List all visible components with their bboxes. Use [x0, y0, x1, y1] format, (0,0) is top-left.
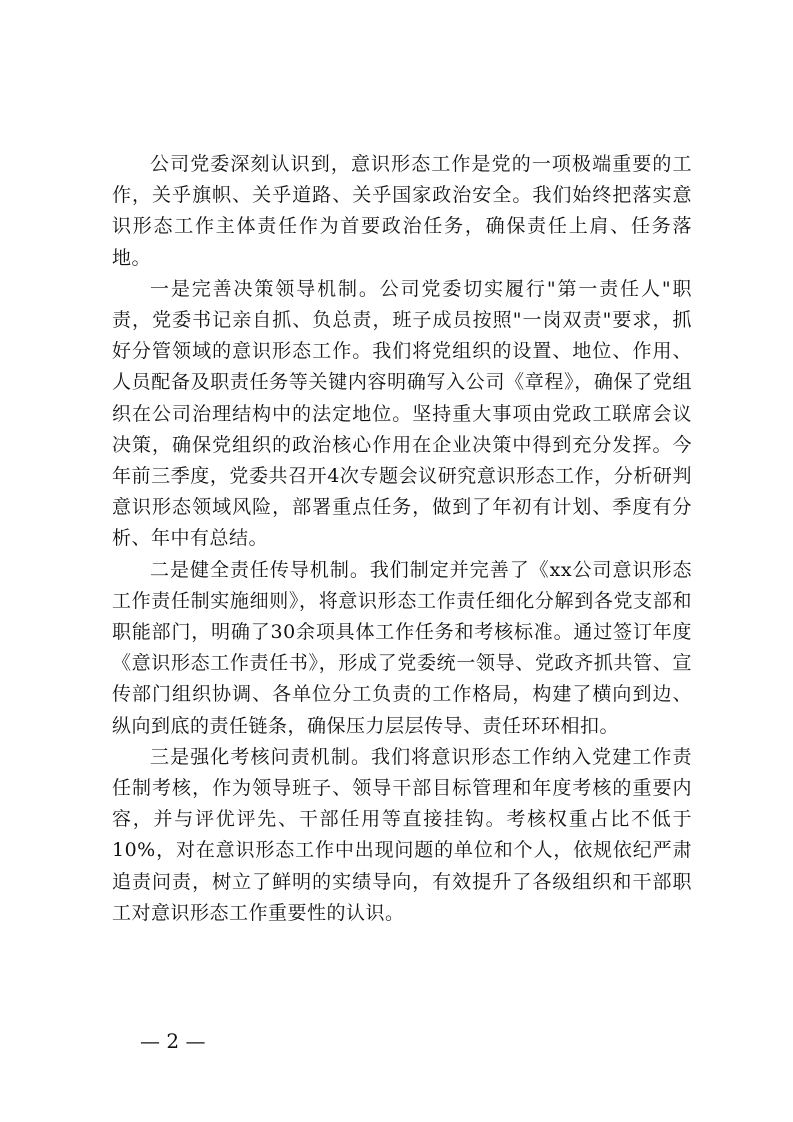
document-body [112, 149, 692, 929]
paragraph-intro: 公司党委深刻认识到，意识形态工作是党的一项极端重要的工作，关乎旗帜、关乎道路、关乎国家政治安全。我们始终把落实意识形态工作主体责任作为首要政治任务，确保责任上肩、任务落地。 [112, 153, 692, 269]
page-number: — 2 — [140, 1029, 206, 1053]
paragraph-assessment-mechanism: 三是强化考核问责机制。我们将意识形态工作纳入党建工作责任制考核，作为领导班子、领导干部目标管理和年度考核的重要内容，并与评优评先、干部任用等直接挂钩。考核权重占比不低于10%，对在意识形态工作中出现问题的单位和个人，依规依纪严肃追责问责，树立了鲜明的实绩导向，有效提升了各级组织和干部职工对意识形态工作重要性的认识。 [112, 745, 692, 924]
paragraph-responsibility-mechanism: 二是健全责任传导机制。我们制定并完善了《xx公司意识形态工作责任制实施细则》，将意识形态工作责任细化分解到各党支部和职能部门，明确了30余项具体工作任务和考核标准。通过签订年度《意识形态工作责任书》，形成了党委统一领导、党政齐抓共管、宣传部门组织协调、各单位分工负责的工作格局，构建了横向到边、纵向到底的责任链条，确保压力层层传导、责任环环相扣。 [112, 558, 692, 737]
paragraph-decision-mechanism: 一是完善决策领导机制。公司党委切实履行"第一责任人"职责，党委书记亲自抓、负总责，班子成员按照"一岗双责"要求，抓好分管领域的意识形态工作。我们将党组织的设置、地位、作用、人员配备及职责任务等关键内容明确写入公司《章程》，确保了党组织在公司治理结构中的法定地位。坚持重大事项由党政工联席会议决策，确保党组织的政治核心作用在企业决策中得到充分发挥。今年前三季度，党委共召开4次专题会议研究意识形态工作，分析研判意识形态领域风险，部署重点任务，做到了年初有计划、季度有分析、年中有总结。 [112, 277, 692, 550]
